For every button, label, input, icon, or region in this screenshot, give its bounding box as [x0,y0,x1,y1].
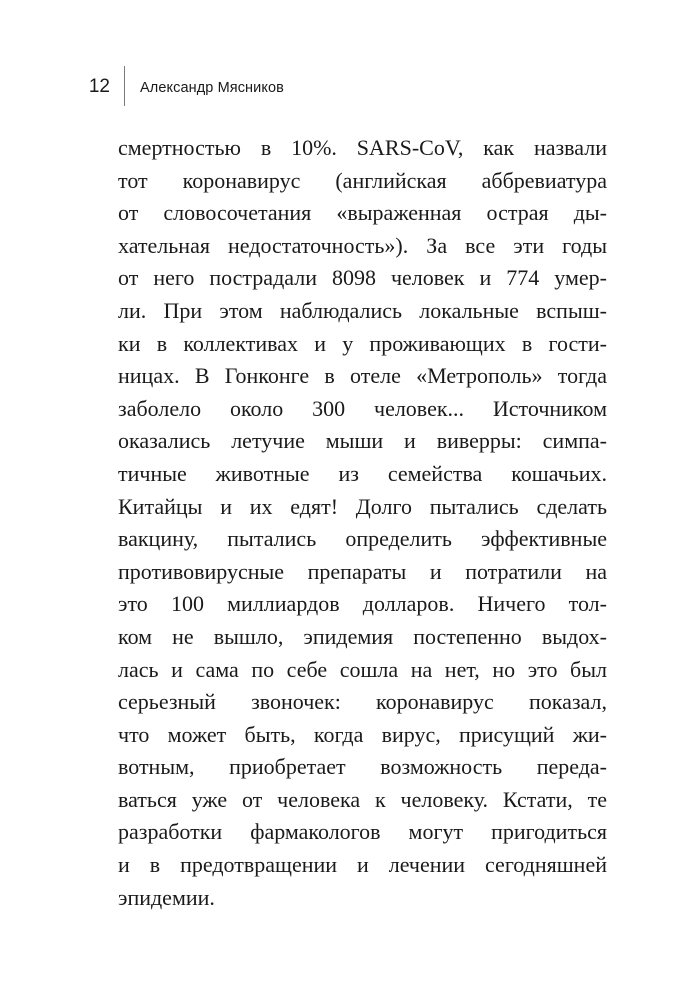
body-text [118,132,607,914]
text-line: тичные животные из семейства кошачьих. [118,460,607,486]
text-line: ваться уже от человека к человеку. Кстати, те [118,786,607,812]
text-line: заболело около 300 человек... Источником [118,395,607,421]
text-line: лась и сама по себе сошла на нет, но это был [118,656,607,682]
text-line: от словосочетания «выраженная острая ды- [118,200,607,226]
text-line: противовирусные препараты и потратили на [118,558,607,584]
header-divider [124,66,125,106]
text-line: ком не вышло, эпидемия постепенно выдох- [118,623,607,649]
text-line: эпидемии. [118,884,215,910]
text-line: смертностью в 10%. SARS-CoV, как назвали [118,135,607,160]
text-line: тот коронавирус (английская аббревиатура [118,167,607,193]
text-line: ки в коллективах и у проживающих в гости- [118,330,607,356]
text-line: от него пострадали 8098 человек и 774 умер- [118,265,607,291]
text-line: вакцину, пытались определить эффективные [118,526,607,552]
author-name: Александр Мясников [140,80,284,96]
text-line: вотным, приобретает возможность переда- [118,754,607,780]
page-number: 12 [88,76,110,97]
text-line: разработки фармакологов могут пригодиться [118,819,607,845]
text-line: Китайцы и их едят! Долго пытались сделать [118,493,607,519]
text-line: серьезный звоночек: коронавирус показал, [118,689,607,715]
text-line: оказались летучие мыши и виверры: симпа- [118,428,607,454]
text-line: это 100 миллиардов долларов. Ничего тол- [118,591,607,617]
running-header [0,0,681,120]
text-line: ницах. В Гонконге в отеле «Метрополь» тогда [118,363,607,389]
text-line: и в предотвращении и лечении сегодняшней [118,852,607,878]
text-line: хательная недостаточность»). За все эти годы [118,232,607,258]
text-line: ли. При этом наблюдались локальные вспыш- [118,297,607,323]
text-line: что может быть, когда вирус, присущий жи- [118,721,607,747]
